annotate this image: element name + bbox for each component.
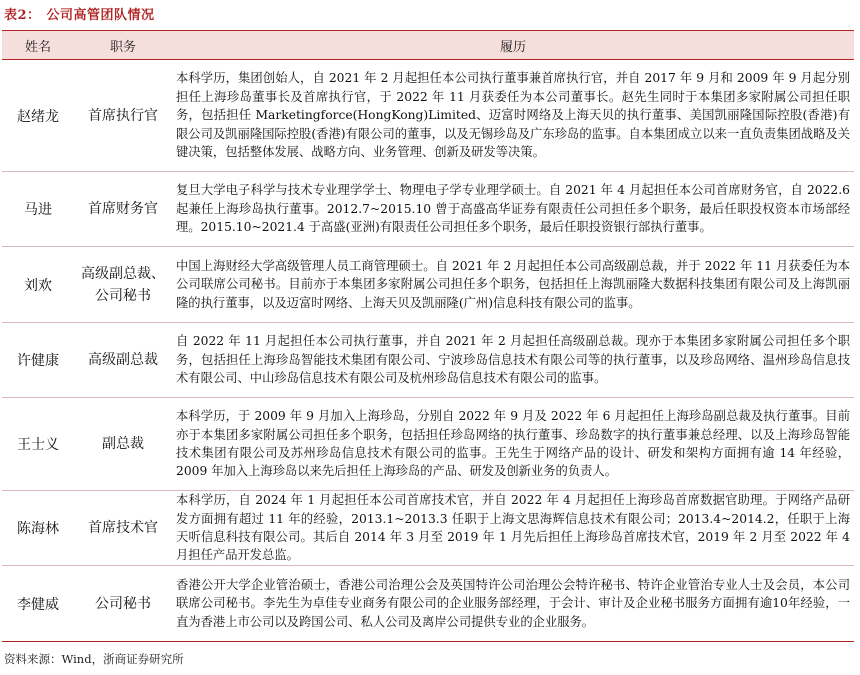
table-number: 表2： [4, 8, 41, 23]
exec-name: 许健康 [2, 323, 74, 398]
source-note: 资料来源：Wind，浙商证券研究所 [4, 652, 184, 666]
exec-resume: 香港公开大学企业管治硕士，香港公司治理公会及英国特许公司治理公会特许秘书、特许企业管治专业人士及会员，本公司联席公司秘书。李先生为卓佳专业商务有限公司的企业服务部经理，于会计、审计及企业秘书服务方面拥有逾10年经验，一直为香港上市公司以及跨国公司、私人公司及离岸公司提供专业的企业服务。 [172, 566, 854, 642]
exec-name: 陈海林 [2, 491, 74, 566]
exec-position: 副总裁 [74, 398, 172, 491]
exec-name: 王士义 [2, 398, 74, 491]
exec-name: 李健威 [2, 566, 74, 642]
header-name: 姓名 [2, 31, 74, 60]
table-title [4, 4, 155, 24]
table-row [2, 247, 854, 323]
exec-position: 公司秘书 [74, 566, 172, 642]
exec-name: 赵绪龙 [2, 60, 74, 172]
table-header-row [2, 31, 854, 60]
exec-position: 高级副总裁 [74, 323, 172, 398]
table-title-text: 公司高管团队情况 [46, 8, 155, 23]
exec-resume: 自 2022 年 11 月起担任本公司执行董事，并自 2021 年 2 月起担任高级副总裁。现亦于本集团多家附属公司担任多个职务，包括担任上海珍岛智能技术集团有限公司、宁波珍岛信息技术有限公司等的执行董事，以及珍岛网络、温州珍岛信息技术有限公司、中山珍岛信息技术有限公司及杭州珍岛信息技术有限公司的监事。 [172, 323, 854, 398]
exec-position: 高级副总裁、公司秘书 [74, 247, 172, 323]
exec-resume: 中国上海财经大学高级管理人员工商管理硕士。自 2021 年 2 月起担任本公司高级副总裁，并于 2022 年 11 月获委任为本公司联席公司秘书。目前亦于本集团多家附属公司担任多个职务，包括担任上海凯丽隆大数据科技集团有限公司及上海凯丽隆的执行董事，以及迈富时网络、上海天贝及凯丽隆(广州)信息科技有限公司的监事。 [172, 247, 854, 323]
table-row [2, 60, 854, 172]
exec-name: 马进 [2, 172, 74, 247]
header-position: 职务 [74, 31, 172, 60]
exec-resume: 本科学历，集团创始人，自 2021 年 2 月起担任本公司执行董事兼首席执行官，并自 2017 年 9 月和 2009 年 9 月起分别担任上海珍岛董事长及首席执行官，于 2022 年 11 月获委任为本公司董事长。赵先生同时于本集团多家附属公司担任职务，包括担任 Marketingforce(HongKong)Limited、迈富时网络及上海天贝的执行董事、美国凯丽隆国际控股(香港)有限公司及凯丽隆国际控股(香港)有限公司的董事，以及无锡珍岛及广东珍岛的监事。自本集团成立以来一直负责集团战略及关键决策，包括整体发展、战略方向、业务管理、创新及研发等决策。 [172, 60, 854, 172]
exec-position: 首席执行官 [74, 60, 172, 172]
exec-name: 刘欢 [2, 247, 74, 323]
header-resume: 履历 [172, 31, 854, 60]
exec-position: 首席技术官 [74, 491, 172, 566]
executive-table [2, 30, 854, 642]
table-row [2, 398, 854, 491]
table-row [2, 323, 854, 398]
exec-position: 首席财务官 [74, 172, 172, 247]
table-row [2, 566, 854, 642]
table-row [2, 491, 854, 566]
exec-resume: 复旦大学电子科学与技术专业理学学士、物理电子学专业理学硕士。自 2021 年 4 月起担任本公司首席财务官，自 2022.6 起兼任上海珍岛执行董事。2012.7~2015.10 曾于高盛高华证券有限责任公司担任多个职务，最后任职投权资本市场部经理。2015.10~2021.4 于高盛(亚洲)有限责任公司担任多个职务，最后任职投资银行部执行董事。 [172, 172, 854, 247]
table-row [2, 172, 854, 247]
exec-resume: 本科学历，于 2009 年 9 月加入上海珍岛，分别自 2022 年 9 月及 2022 年 6 月起担任上海珍岛副总裁及执行董事。目前亦于本集团多家附属公司担任多个职务，包括担任珍岛网络的执行董事、珍岛数字的执行董事兼总经理、以及上海珍岛智能技术集团有限公司及苏州珍岛信息技术有限公司的监事。王先生于网络产品的设计、研发和架构方面拥有逾 14 年经验，2009 年加入上海珍岛以来先后担任上海珍岛的产品、研发及创新业务的负责人。 [172, 398, 854, 491]
exec-resume: 本科学历，自 2024 年 1 月起担任本公司首席技术官，并自 2022 年 4 月起担任上海珍岛首席数据官助理。于网络产品研发方面拥有超过 11 年的经验，2013.1~2013.3 任职于上海文思海辉信息技术有限公司；2013.4~2014.2，任职于上海天听信息科技有限公司。其后自 2014 年 3 月至 2019 年 1 月先后担任上海珍岛首席技术官，2019 年 2 月至 2022 年 4 月担任产品开发总监。 [172, 491, 854, 566]
